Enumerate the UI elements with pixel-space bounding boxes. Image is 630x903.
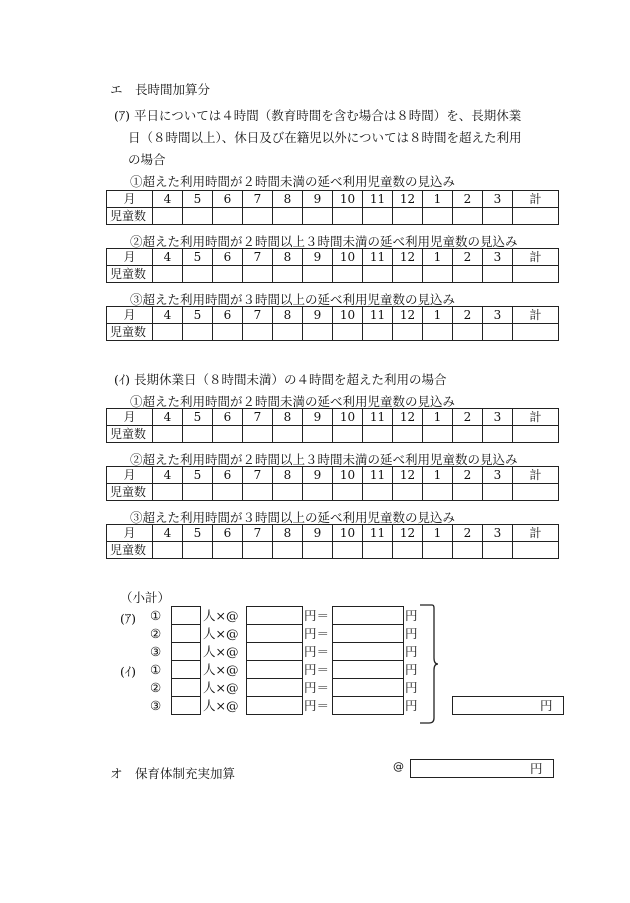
count-input-cell[interactable] bbox=[303, 208, 333, 225]
count-input-cell[interactable] bbox=[153, 324, 183, 341]
section-e-title: エ 長時間加算分 bbox=[110, 82, 211, 97]
table-caption: ②超えた利用時間が２時間以上３時間未満の延べ利用児童数の見込み bbox=[130, 234, 518, 249]
month-header-cell: 9 bbox=[303, 467, 333, 484]
total-input-cell[interactable] bbox=[513, 266, 559, 283]
count-input-cell[interactable] bbox=[363, 542, 393, 559]
month-header-cell: 7 bbox=[243, 249, 273, 266]
month-header-cell: 11 bbox=[363, 249, 393, 266]
count-input-cell[interactable] bbox=[273, 542, 303, 559]
month-header-cell: 12 bbox=[393, 191, 423, 208]
month-header-cell: 10 bbox=[333, 191, 363, 208]
month-header-cell: 2 bbox=[453, 409, 483, 426]
month-header-cell: 4 bbox=[153, 467, 183, 484]
month-header-cell: 3 bbox=[483, 249, 513, 266]
month-table bbox=[106, 524, 559, 559]
yen-unit: 円 bbox=[405, 626, 418, 641]
month-header-cell: 6 bbox=[213, 525, 243, 542]
unit-price-field[interactable] bbox=[246, 696, 303, 715]
count-input-cell[interactable] bbox=[483, 324, 513, 341]
month-header-cell: 1 bbox=[423, 249, 453, 266]
month-label-cell: 月 bbox=[107, 525, 153, 542]
table-caption: ③超えた利用時間が３時間以上の延べ利用児童数の見込み bbox=[130, 292, 456, 307]
count-input-cell[interactable] bbox=[243, 426, 273, 443]
count-input-cell[interactable] bbox=[453, 208, 483, 225]
row-label-cell: 児童数 bbox=[107, 484, 153, 501]
month-label-cell: 月 bbox=[107, 191, 153, 208]
month-header-cell: 10 bbox=[333, 467, 363, 484]
subtotal-mark: ③ bbox=[150, 644, 162, 659]
count-input-cell[interactable] bbox=[453, 542, 483, 559]
table-caption: ①超えた利用時間が２時間未満の延べ利用児童数の見込み bbox=[130, 174, 456, 189]
count-input-cell[interactable] bbox=[423, 484, 453, 501]
count-input-cell[interactable] bbox=[393, 542, 423, 559]
yen-unit: 円 bbox=[405, 698, 418, 713]
subtotal-mark: ② bbox=[150, 680, 162, 695]
yen-unit: 円 bbox=[405, 644, 418, 659]
table-header-row bbox=[107, 409, 559, 426]
table-header-row bbox=[107, 191, 559, 208]
count-input-cell[interactable] bbox=[243, 208, 273, 225]
amount-field[interactable] bbox=[332, 624, 404, 643]
month-header-cell: 6 bbox=[213, 467, 243, 484]
count-input-cell[interactable] bbox=[393, 426, 423, 443]
count-input-cell[interactable] bbox=[213, 484, 243, 501]
subtotal-mark: ① bbox=[150, 662, 162, 677]
month-header-cell: 5 bbox=[183, 307, 213, 324]
month-header-cell: 12 bbox=[393, 249, 423, 266]
amount-field[interactable] bbox=[332, 606, 404, 625]
table-data-row bbox=[107, 324, 559, 341]
count-input-cell[interactable] bbox=[393, 324, 423, 341]
month-table bbox=[106, 408, 559, 443]
row-label-cell: 児童数 bbox=[107, 324, 153, 341]
month-header-cell: 7 bbox=[243, 307, 273, 324]
yen-equals: 円＝ bbox=[304, 626, 330, 641]
count-input-cell[interactable] bbox=[243, 484, 273, 501]
month-header-cell: 12 bbox=[393, 525, 423, 542]
month-table bbox=[106, 306, 559, 341]
month-header-cell: 2 bbox=[453, 525, 483, 542]
month-header-cell: 8 bbox=[273, 191, 303, 208]
amount-field[interactable] bbox=[332, 642, 404, 661]
count-input-cell[interactable] bbox=[213, 266, 243, 283]
count-input-cell[interactable] bbox=[423, 208, 453, 225]
month-header-cell: 10 bbox=[333, 307, 363, 324]
count-input-cell[interactable] bbox=[183, 426, 213, 443]
count-input-cell[interactable] bbox=[273, 484, 303, 501]
month-header-cell: 3 bbox=[483, 409, 513, 426]
count-input-cell[interactable] bbox=[453, 426, 483, 443]
amount-field[interactable] bbox=[332, 660, 404, 679]
month-header-cell: 11 bbox=[363, 525, 393, 542]
month-header-cell: 6 bbox=[213, 249, 243, 266]
table-caption: ①超えた利用時間が２時間未満の延べ利用児童数の見込み bbox=[130, 394, 456, 409]
month-header-cell: 1 bbox=[423, 191, 453, 208]
count-input-cell[interactable] bbox=[213, 208, 243, 225]
persons-field[interactable] bbox=[171, 678, 201, 697]
month-header-cell: 12 bbox=[393, 307, 423, 324]
count-input-cell[interactable] bbox=[483, 484, 513, 501]
month-header-cell: 6 bbox=[213, 191, 243, 208]
subtotal-mark: ② bbox=[150, 626, 162, 641]
table-data-row bbox=[107, 542, 559, 559]
yen-equals: 円＝ bbox=[304, 608, 330, 623]
count-input-cell[interactable] bbox=[333, 542, 363, 559]
table-header-row bbox=[107, 467, 559, 484]
person-unit: 人×@ bbox=[203, 644, 239, 659]
total-header-cell: 計 bbox=[513, 249, 559, 266]
yen-equals: 円＝ bbox=[304, 680, 330, 695]
total-header-cell: 計 bbox=[513, 467, 559, 484]
month-label-cell: 月 bbox=[107, 467, 153, 484]
month-table bbox=[106, 466, 559, 501]
count-input-cell[interactable] bbox=[453, 484, 483, 501]
section-o-at: @ bbox=[393, 760, 404, 773]
count-input-cell[interactable] bbox=[273, 324, 303, 341]
count-input-cell[interactable] bbox=[303, 542, 333, 559]
month-header-cell: 10 bbox=[333, 249, 363, 266]
unit-price-field[interactable] bbox=[246, 624, 303, 643]
count-input-cell[interactable] bbox=[183, 208, 213, 225]
total-header-cell: 計 bbox=[513, 191, 559, 208]
month-header-cell: 11 bbox=[363, 307, 393, 324]
month-header-cell: 9 bbox=[303, 191, 333, 208]
table-header-row bbox=[107, 307, 559, 324]
count-input-cell[interactable] bbox=[333, 208, 363, 225]
month-table bbox=[106, 190, 559, 225]
month-header-cell: 10 bbox=[333, 409, 363, 426]
person-unit: 人×@ bbox=[203, 698, 239, 713]
month-header-cell: 2 bbox=[453, 467, 483, 484]
month-header-cell: 2 bbox=[453, 191, 483, 208]
part-a-heading-line1: (ｱ) 平日については４時間（教育時間を含む場合は８時間）を、長期休業 bbox=[114, 108, 522, 123]
count-input-cell[interactable] bbox=[453, 266, 483, 283]
total-header-cell: 計 bbox=[513, 409, 559, 426]
month-header-cell: 8 bbox=[273, 467, 303, 484]
month-header-cell: 11 bbox=[363, 191, 393, 208]
yen-equals: 円＝ bbox=[304, 698, 330, 713]
count-input-cell[interactable] bbox=[393, 208, 423, 225]
subtotal-mark: ③ bbox=[150, 698, 162, 713]
person-unit: 人×@ bbox=[203, 662, 239, 677]
month-header-cell: 5 bbox=[183, 409, 213, 426]
person-unit: 人×@ bbox=[203, 608, 239, 623]
subtotal-title: （小計） bbox=[120, 590, 171, 605]
month-header-cell: 8 bbox=[273, 249, 303, 266]
month-header-cell: 8 bbox=[273, 409, 303, 426]
amount-field[interactable] bbox=[332, 696, 404, 715]
count-input-cell[interactable] bbox=[243, 324, 273, 341]
month-header-cell: 7 bbox=[243, 191, 273, 208]
persons-field[interactable] bbox=[171, 606, 201, 625]
month-header-cell: 5 bbox=[183, 249, 213, 266]
month-header-cell: 3 bbox=[483, 525, 513, 542]
row-label-cell: 児童数 bbox=[107, 426, 153, 443]
month-header-cell: 1 bbox=[423, 307, 453, 324]
table-header-row bbox=[107, 249, 559, 266]
count-input-cell[interactable] bbox=[363, 484, 393, 501]
count-input-cell[interactable] bbox=[303, 324, 333, 341]
count-input-cell[interactable] bbox=[363, 208, 393, 225]
yen-equals: 円＝ bbox=[304, 644, 330, 659]
month-header-cell: 3 bbox=[483, 307, 513, 324]
table-caption: ②超えた利用時間が２時間以上３時間未満の延べ利用児童数の見込み bbox=[130, 452, 518, 467]
amount-field[interactable] bbox=[332, 678, 404, 697]
count-input-cell[interactable] bbox=[363, 324, 393, 341]
count-input-cell[interactable] bbox=[153, 542, 183, 559]
count-input-cell[interactable] bbox=[483, 426, 513, 443]
month-header-cell: 4 bbox=[153, 307, 183, 324]
table-data-row bbox=[107, 208, 559, 225]
count-input-cell[interactable] bbox=[483, 208, 513, 225]
count-input-cell[interactable] bbox=[423, 426, 453, 443]
yen-equals: 円＝ bbox=[304, 662, 330, 677]
total-header-cell: 計 bbox=[513, 525, 559, 542]
month-header-cell: 9 bbox=[303, 409, 333, 426]
total-header-cell: 計 bbox=[513, 307, 559, 324]
total-input-cell[interactable] bbox=[513, 208, 559, 225]
count-input-cell[interactable] bbox=[153, 266, 183, 283]
month-header-cell: 1 bbox=[423, 467, 453, 484]
month-header-cell: 1 bbox=[423, 525, 453, 542]
month-header-cell: 5 bbox=[183, 191, 213, 208]
month-header-cell: 7 bbox=[243, 467, 273, 484]
month-label-cell: 月 bbox=[107, 307, 153, 324]
part-a-heading-line3: の場合 bbox=[128, 152, 166, 167]
month-header-cell: 4 bbox=[153, 191, 183, 208]
unit-price-field[interactable] bbox=[246, 606, 303, 625]
table-data-row bbox=[107, 484, 559, 501]
unit-price-field[interactable] bbox=[246, 642, 303, 661]
person-unit: 人×@ bbox=[203, 680, 239, 695]
count-input-cell[interactable] bbox=[213, 324, 243, 341]
count-input-cell[interactable] bbox=[213, 542, 243, 559]
person-unit: 人×@ bbox=[203, 626, 239, 641]
persons-field[interactable] bbox=[171, 624, 201, 643]
count-input-cell[interactable] bbox=[243, 266, 273, 283]
part-i-heading: (ｲ) 長期休業日（８時間未満）の４時間を超えた利用の場合 bbox=[114, 372, 447, 387]
month-header-cell: 4 bbox=[153, 249, 183, 266]
month-header-cell: 2 bbox=[453, 307, 483, 324]
table-caption: ③超えた利用時間が３時間以上の延べ利用児童数の見込み bbox=[130, 510, 456, 525]
count-input-cell[interactable] bbox=[183, 324, 213, 341]
persons-field[interactable] bbox=[171, 660, 201, 679]
month-header-cell: 5 bbox=[183, 525, 213, 542]
subtotal-group-i: (ｲ) bbox=[120, 664, 137, 679]
month-label-cell: 月 bbox=[107, 249, 153, 266]
count-input-cell[interactable] bbox=[333, 324, 363, 341]
unit-price-field[interactable] bbox=[246, 678, 303, 697]
count-input-cell[interactable] bbox=[273, 208, 303, 225]
count-input-cell[interactable] bbox=[483, 266, 513, 283]
count-input-cell[interactable] bbox=[213, 426, 243, 443]
month-header-cell: 9 bbox=[303, 307, 333, 324]
count-input-cell[interactable] bbox=[183, 266, 213, 283]
month-header-cell: 7 bbox=[243, 525, 273, 542]
total-input-cell[interactable] bbox=[513, 324, 559, 341]
month-header-cell: 4 bbox=[153, 525, 183, 542]
count-input-cell[interactable] bbox=[393, 484, 423, 501]
month-header-cell: 11 bbox=[363, 467, 393, 484]
month-table bbox=[106, 248, 559, 283]
month-header-cell: 11 bbox=[363, 409, 393, 426]
count-input-cell[interactable] bbox=[273, 426, 303, 443]
month-header-cell: 8 bbox=[273, 307, 303, 324]
month-header-cell: 12 bbox=[393, 409, 423, 426]
count-input-cell[interactable] bbox=[153, 484, 183, 501]
table-data-row bbox=[107, 426, 559, 443]
subtotal-mark: ① bbox=[150, 608, 162, 623]
month-header-cell: 9 bbox=[303, 525, 333, 542]
count-input-cell[interactable] bbox=[303, 426, 333, 443]
subtotal-group-a: (ｱ) bbox=[120, 611, 137, 626]
count-input-cell[interactable] bbox=[363, 426, 393, 443]
subtotal-bracket bbox=[418, 602, 440, 726]
count-input-cell[interactable] bbox=[333, 484, 363, 501]
count-input-cell[interactable] bbox=[303, 266, 333, 283]
count-input-cell[interactable] bbox=[483, 542, 513, 559]
month-header-cell: 8 bbox=[273, 525, 303, 542]
count-input-cell[interactable] bbox=[453, 324, 483, 341]
count-input-cell[interactable] bbox=[423, 266, 453, 283]
count-input-cell[interactable] bbox=[303, 484, 333, 501]
total-input-cell[interactable] bbox=[513, 484, 559, 501]
count-input-cell[interactable] bbox=[333, 426, 363, 443]
month-header-cell: 12 bbox=[393, 467, 423, 484]
yen-unit: 円 bbox=[405, 608, 418, 623]
month-header-cell: 6 bbox=[213, 409, 243, 426]
count-input-cell[interactable] bbox=[183, 484, 213, 501]
yen-unit: 円 bbox=[405, 680, 418, 695]
month-label-cell: 月 bbox=[107, 409, 153, 426]
total-input-cell[interactable] bbox=[513, 426, 559, 443]
count-input-cell[interactable] bbox=[333, 266, 363, 283]
table-header-row bbox=[107, 525, 559, 542]
month-header-cell: 7 bbox=[243, 409, 273, 426]
row-label-cell: 児童数 bbox=[107, 266, 153, 283]
count-input-cell[interactable] bbox=[393, 266, 423, 283]
month-header-cell: 3 bbox=[483, 191, 513, 208]
month-header-cell: 5 bbox=[183, 467, 213, 484]
subtotal-total-yen: 円 bbox=[540, 698, 553, 713]
part-a-heading-line2: 日（８時間以上）、休日及び在籍児以外については８時間を超えた利用 bbox=[128, 130, 522, 145]
count-input-cell[interactable] bbox=[363, 266, 393, 283]
persons-field[interactable] bbox=[171, 696, 201, 715]
month-header-cell: 6 bbox=[213, 307, 243, 324]
unit-price-field[interactable] bbox=[246, 660, 303, 679]
count-input-cell[interactable] bbox=[183, 542, 213, 559]
month-header-cell: 1 bbox=[423, 409, 453, 426]
table-data-row bbox=[107, 266, 559, 283]
row-label-cell: 児童数 bbox=[107, 208, 153, 225]
month-header-cell: 3 bbox=[483, 467, 513, 484]
section-o-yen: 円 bbox=[530, 761, 543, 776]
count-input-cell[interactable] bbox=[423, 324, 453, 341]
count-input-cell[interactable] bbox=[243, 542, 273, 559]
count-input-cell[interactable] bbox=[153, 208, 183, 225]
month-header-cell: 4 bbox=[153, 409, 183, 426]
persons-field[interactable] bbox=[171, 642, 201, 661]
total-input-cell[interactable] bbox=[513, 542, 559, 559]
yen-unit: 円 bbox=[405, 662, 418, 677]
section-o-title: オ 保育体制充実加算 bbox=[110, 766, 236, 781]
count-input-cell[interactable] bbox=[423, 542, 453, 559]
row-label-cell: 児童数 bbox=[107, 542, 153, 559]
month-header-cell: 10 bbox=[333, 525, 363, 542]
month-header-cell: 2 bbox=[453, 249, 483, 266]
count-input-cell[interactable] bbox=[153, 426, 183, 443]
month-header-cell: 9 bbox=[303, 249, 333, 266]
count-input-cell[interactable] bbox=[273, 266, 303, 283]
